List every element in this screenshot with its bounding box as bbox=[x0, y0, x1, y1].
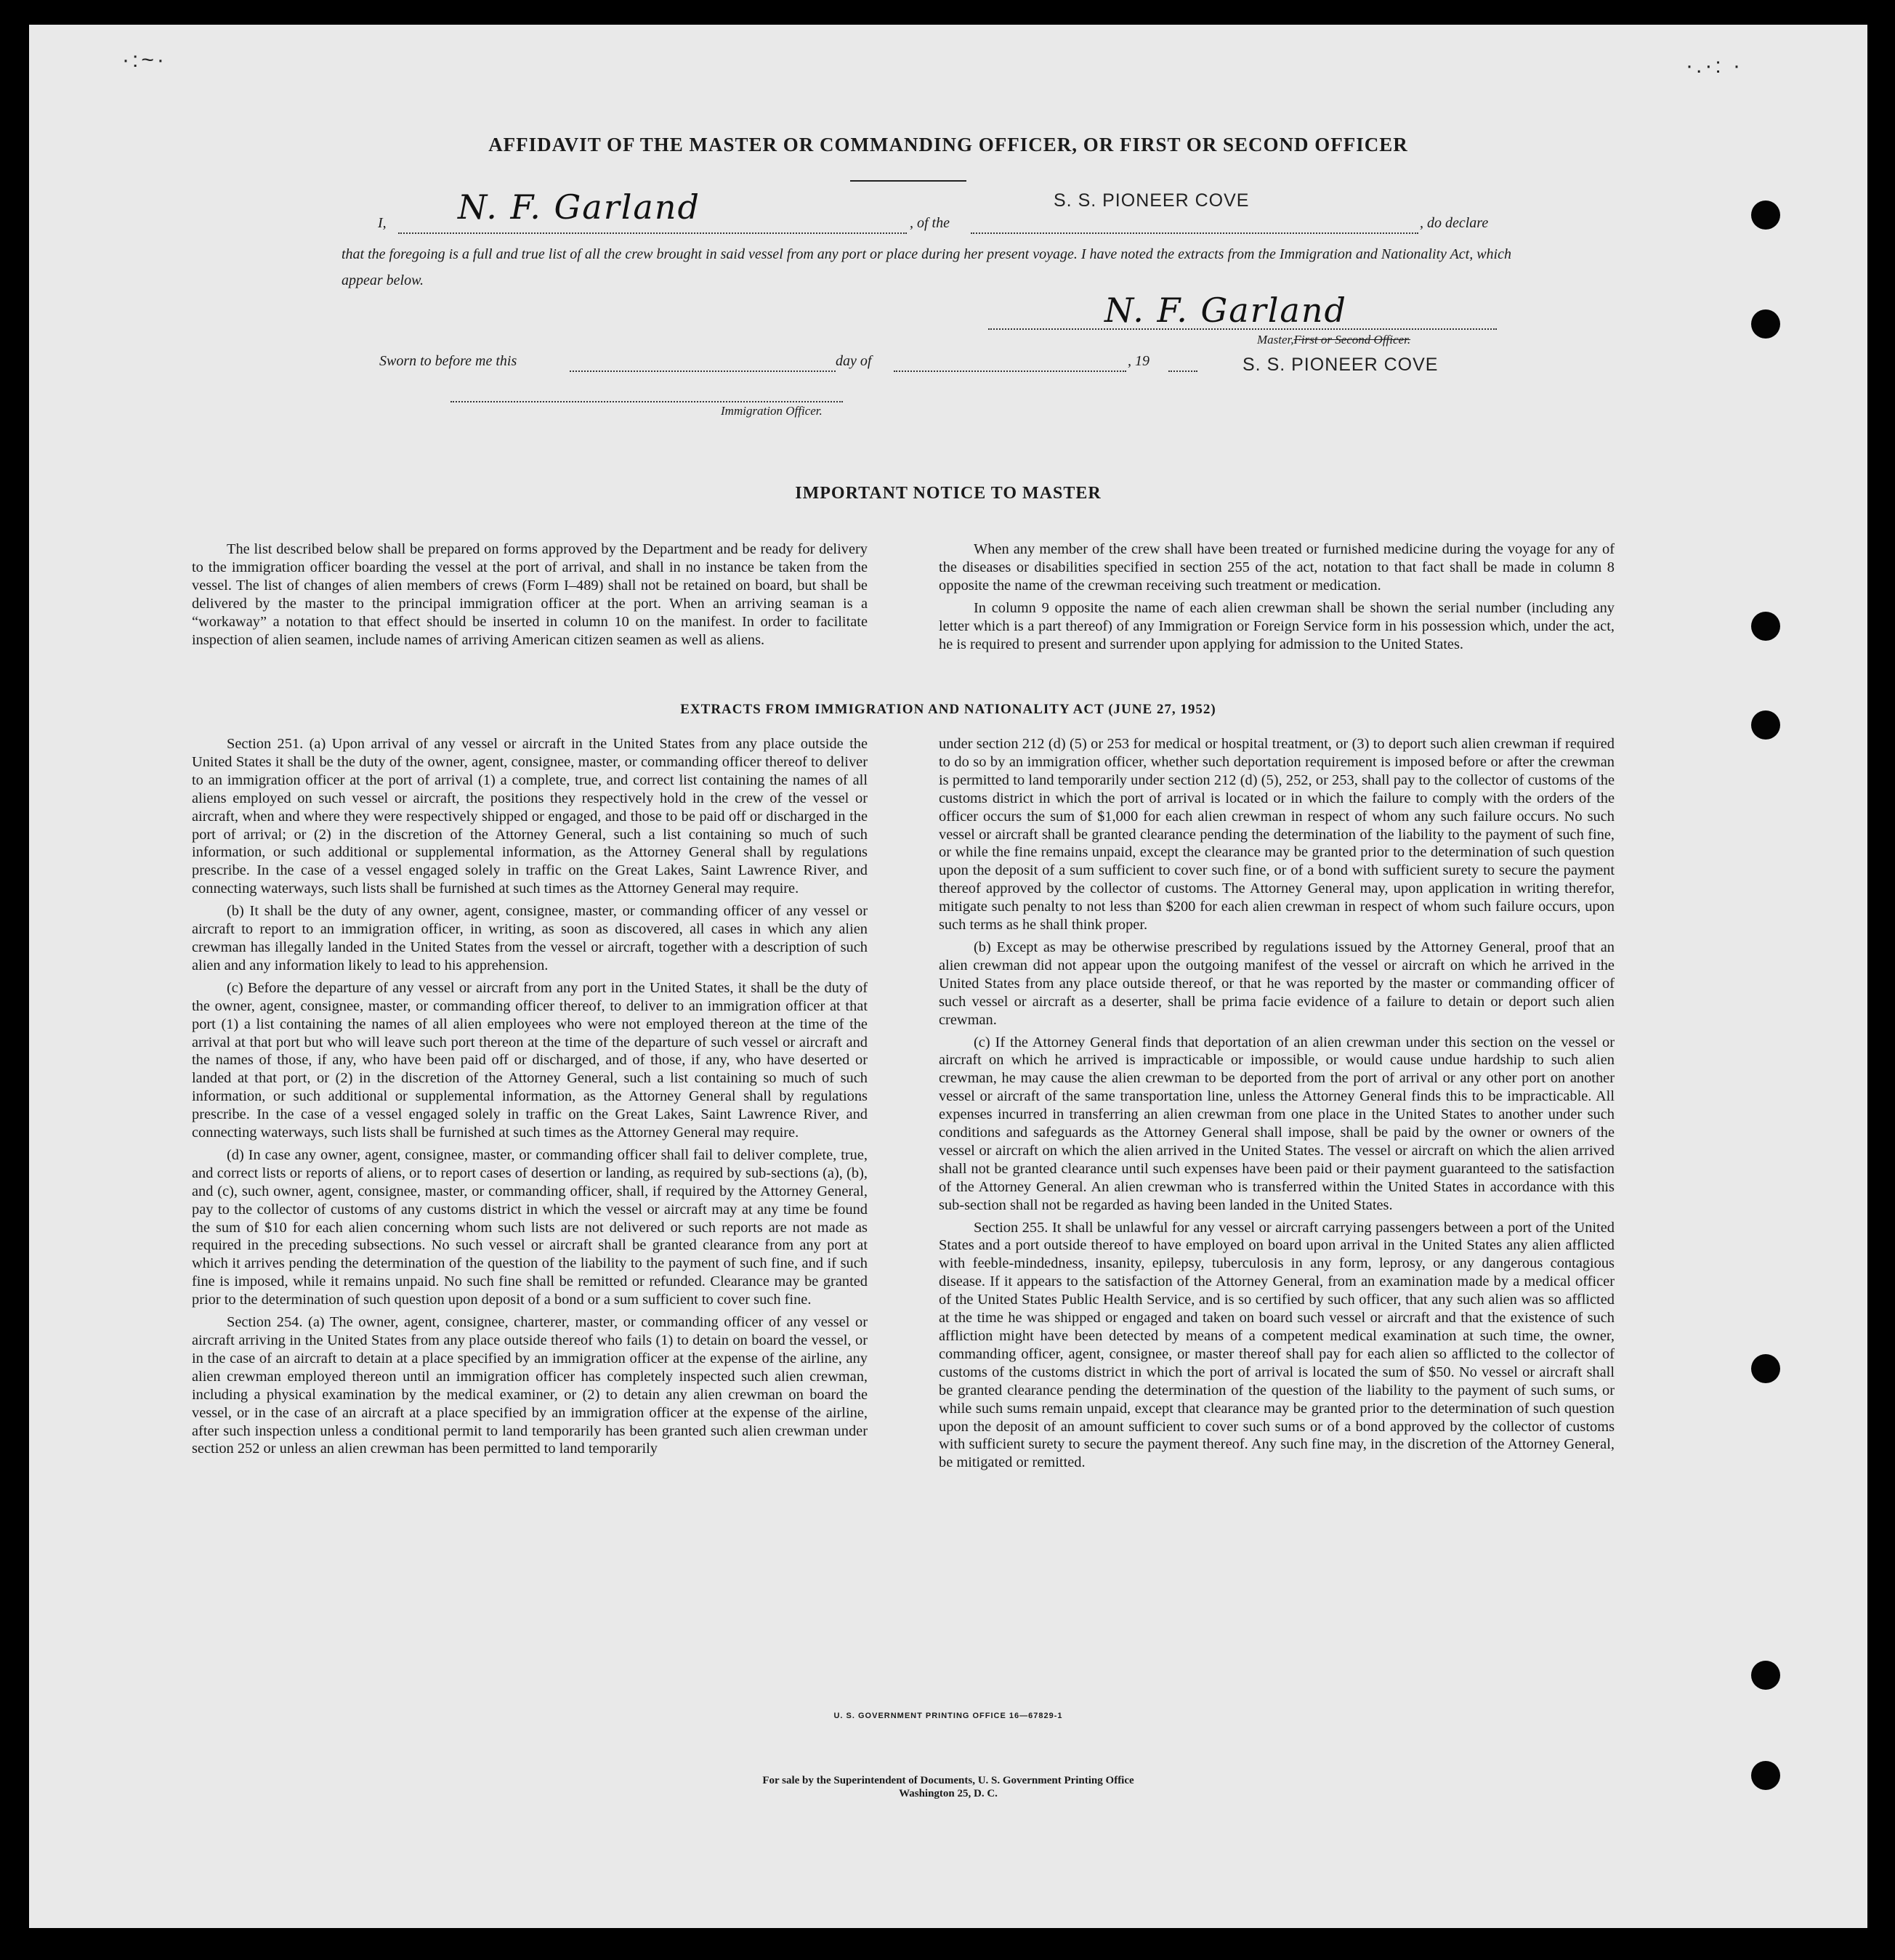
handwritten-signature: N. F. Garland bbox=[1104, 291, 1347, 330]
prefix-i: I, bbox=[378, 215, 387, 231]
year-prefix: , 19 bbox=[1128, 353, 1149, 369]
notice-right-column bbox=[939, 540, 1615, 653]
extracts-title: EXTRACTS FROM IMMIGRATION AND NATIONALITY ACT (JUNE 27, 1952) bbox=[680, 702, 1216, 717]
notice-right-text-1: When any member of the crew shall have been treated or furnished medicine during the voyage for any of the diseases or disabilities specified in section 255 of the act, notation to that fact shall be made in column 8 opposite the name of the crewman receiving such treatment or medication. bbox=[939, 541, 1615, 594]
do-declare-label: , do declare bbox=[1420, 215, 1489, 231]
section-255: Section 255. It shall be unlawful for any vessel or aircraft carrying passengers between a port of the United States and a port outside thereof to have employed on board upon arrival in the United States any alien afflicted with feeble-mindedness, insanity, epilepsy, tuberculosis in any form, leprosy, or any dangerous contagious disease. If it appears to the satisfaction of the Attorney General, from an examination made by a medical officer of the United States Public Health Service, and is so certified by such officer, that any such alien was so afflicted at the time he was shipped or engaged and taken on board such vessel or aircraft and that the existence of such affliction might have been detected by means of a competent medical examination at such time, the owner, commanding officer, agent, consignee, or master thereof shall pay for each alien so afflicted to the collector of customs of the customs district in which the port of arrival is located the sum of $50. No vessel or aircraft shall be granted clearance pending the determination of the question of the liability to the payment of such sums, or while such sums remain unpaid, except that clearance may be granted prior to the determination of such question upon the deposit of an amount sufficient to cover such sums or of a bond approved by the collector of customs with sufficient surety to secure the payment thereof. Any such fine may, in the discretion of the Attorney General, be mitigated or remitted. bbox=[939, 1219, 1615, 1471]
title-divider bbox=[850, 180, 966, 182]
section-251c: (c) Before the departure of any vessel or aircraft from any port in the United States, it shall be the duty of the owner, agent, consignee, master, or commanding officer thereof, to deliver to an immigration officer at that port (1) a list containing the names of all alien employees who were not employed thereon at the time of the arrival at that port but who will leave such port thereon at the time of the departure of such vessel or aircraft and the names of those, if any, who have been paid off or discharged, and of those, if any, who have deserted or landed at that port, or (2) in the discretion of the Attorney General, such a list containing so much of such information, or such additional or supplemental information, as the Attorney General shall by regulations prescribe. In the case of a vessel engaged solely in traffic on the Great Lakes, Saint Lawrence River, and connecting waterways, such lists shall be furnished at such times as the Attorney General may require. bbox=[192, 979, 868, 1141]
declaration-text: that the foregoing is a full and true list of all the crew brought in said vessel from any port or place during her present voyage. I have noted the extracts from the Immigration and Nationality Act, which appear below. bbox=[342, 246, 1511, 288]
section-254a-continued: under section 212 (d) (5) or 253 for medical or hospital treatment, or (3) to deport such alien crewman if required to do so by an immigration officer, whether such deportation requirement is imposed before or after the crewman is permitted to land temporarily under section 212 (d) (5), 252, or 253, shall pay to the collector of customs of the customs district in which the port of arrival is located or in which the failure to comply with the orders of the officer occurs the sum of $1,000 for each alien crewman in respect of whom any such failure occurs. No such vessel or aircraft shall be granted clearance pending the determination of the liability to the payment of such fine, or while the fine remains unpaid, except the clearance may be granted prior to the determination of such question upon the deposit of a sum sufficient to cover such fine, or of a bond with sufficient surety to secure the payment thereof approved by the collector of customs. The Attorney General may, upon application in writing therefor, mitigate such penalty to not less than $200 for each alien crewman in respect of whom such failure occurs, upon such terms as he shall think proper. bbox=[939, 736, 1615, 934]
sale-notice bbox=[29, 1774, 1867, 1800]
sale-line-2: Washington 25, D. C. bbox=[899, 1788, 998, 1799]
immigration-officer-label: Immigration Officer. bbox=[721, 404, 823, 418]
section-254c: (c) If the Attorney General finds that deportation of an alien crewman under this section on the vessel or aircraft on which he arrived is impracticable or impossible, or would cause undue hardship to such alien crewman, he may cause the alien crewman to be deported from the port of arrival or any other port on another vessel or aircraft of the same transportation line, unless the Attorney General finds this to be impracticable. All expenses incurred in transferring an alien crewman from one place in the United States to another under such conditions and safeguards as the Attorney General shall impose, shall be paid by the owner or owners of the vessel or aircraft on which the alien arrived in the United States. The vessel or aircraft on which the alien arrived shall not be granted clearance until such expenses have been paid or their payment guaranteed to the satisfaction of the Attorney General. An alien crewman who is transferred within the United States in accordance with this sub-section shall not be regarded as having been landed in the United States. bbox=[939, 1034, 1615, 1213]
extracts-right-column bbox=[939, 735, 1615, 1472]
notice-title: IMPORTANT NOTICE TO MASTER bbox=[795, 484, 1102, 503]
sworn-label: Sworn to before me this bbox=[379, 353, 517, 369]
signature-line bbox=[988, 328, 1497, 330]
master-label: Master, bbox=[1257, 333, 1294, 347]
scan-artifact-mark: ·.·: · bbox=[1686, 54, 1743, 78]
punch-hole bbox=[1751, 309, 1780, 339]
year-line bbox=[1168, 370, 1197, 372]
section-254a: Section 254. (a) The owner, agent, consignee, charterer, master, or commanding officer of any vessel or aircraft arriving in the United States from any place outside thereof who fails (1) to detain on board the vessel, or in the case of an aircraft to detain at a place specified by an immigration officer at the expense of the airline, any alien crewman employed thereon until an immigration officer has completely inspected such alien crewman, including a physical examination by the medical examiner, or (2) to detain any alien crewman on board the vessel, or in the case of an aircraft at a place specified by an immigration officer at the expense of the airline, after such inspection unless a conditional permit to land temporarily has been granted such alien crewman under section 252 or unless an alien crewman has been permitted to land temporarily bbox=[192, 1314, 868, 1457]
section-251a: Section 251. (a) Upon arrival of any vessel or aircraft in the United States from any place outside the United States it shall be the duty of the owner, agent, consignee, master, or commanding officer thereof to deliver to an immigration officer at the port of arrival (1) a complete, true, and correct list containing the names of all aliens employed on such vessel or aircraft, the positions they respectively hold in the crew of the vessel or aircraft, when and where they were respectively shipped or engaged, and those to be paid off or discharged in the port of arrival; or (2) in the discretion of the Attorney General, such a list containing so much of such information, or such additional or supplemental information, as the Attorney General shall by regulations prescribe. In the case of a vessel engaged solely in traffic on the Great Lakes, Saint Lawrence River, and connecting waterways, such lists shall be furnished at such times as the Attorney General may require. bbox=[192, 736, 868, 897]
officer-line bbox=[450, 401, 843, 402]
notice-right-text-2: In column 9 opposite the name of each alien crewman shall be shown the serial number (including any letter which is a part thereof) of any Immigration or Foreign Service form in his possession which, under the act, he is required to present and surrender upon applying for admission to the United States. bbox=[939, 599, 1615, 652]
printing-office-code: U. S. GOVERNMENT PRINTING OFFICE 16—67829-1 bbox=[833, 1712, 1063, 1720]
document-page bbox=[29, 25, 1867, 1928]
punch-hole bbox=[1751, 612, 1780, 641]
punch-hole bbox=[1751, 201, 1780, 230]
of-the-label: , of the bbox=[910, 215, 950, 231]
section-251d: (d) In case any owner, agent, consignee, master, or commanding officer shall fail to deliver complete, true, and correct lists or reports of aliens, or to report cases of desertion or landing, as required by sub-sections (a), (b), and (c), such owner, agent, consignee, master, or commanding officer, shall, if required by the Attorney General, pay to the collector of customs of any customs district in which the vessel or aircraft may at any time be found the sum of $10 for each alien concerning whom such lists are not delivered or such reports are not made as required in the preceding subsections. No such vessel or aircraft shall be granted clearance from any port at which it arrives pending the determination of the question of the liability to the payment of such fine, and if such fine is imposed, while it remains unpaid. No such fine shall be remitted or refunded. Clearance may be granted prior to the determination of such question upon deposit of a bond or a sum sufficient to cover such fine. bbox=[192, 1146, 868, 1308]
day-of-label: day of bbox=[836, 353, 872, 369]
sworn-day-line bbox=[570, 370, 836, 372]
handwritten-name: N. F. Garland bbox=[458, 187, 700, 227]
extracts-left-column bbox=[192, 735, 868, 1458]
vessel-line bbox=[971, 232, 1418, 234]
section-251b: (b) It shall be the duty of any owner, agent, consignee, master, or commanding officer of any vessel or aircraft to report to an immigration officer, in writing, as soon as discovered, all cases in which any alien crewman has illegally landed in the United States from the vessel or aircraft, together with a description of such alien and any information likely to lead to his apprehension. bbox=[192, 903, 868, 973]
scan-artifact-mark: ·:~· bbox=[122, 48, 167, 72]
signature-caption bbox=[1257, 333, 1410, 347]
struck-officer-label: First or Second Officer. bbox=[1293, 333, 1411, 347]
name-line bbox=[398, 232, 907, 234]
notice-left-text: The list described below shall be prepared on forms approved by the Department and be ready for delivery to the immigration officer boarding the vessel at the port of arrival, and shall in no instance be taken from the vessel. The list of changes of alien members of crews (Form I–489) shall not be retained on board, but shall be delivered by the master to the principal immigration officer at the port. When an arriving seaman is a “workaway” a notation to that effect should be inserted in column 10 on the manifest. In order to facilitate inspection of alien seamen, include names of arriving American citizen seamen as well as aliens. bbox=[192, 541, 868, 648]
punch-hole bbox=[1751, 1354, 1780, 1383]
vessel-stamp-2: S. S. PIONEER COVE bbox=[1243, 355, 1439, 375]
punch-hole bbox=[1751, 1661, 1780, 1690]
month-line bbox=[894, 370, 1126, 372]
vessel-stamp: S. S. PIONEER COVE bbox=[1054, 190, 1250, 211]
affidavit-title: AFFIDAVIT OF THE MASTER OR COMMANDING OFFICER, OR FIRST OR SECOND OFFICER bbox=[488, 134, 1408, 155]
sale-line-1: For sale by the Superintendent of Documents, U. S. Government Printing Office bbox=[762, 1775, 1134, 1786]
notice-left-column bbox=[192, 540, 868, 649]
section-254b: (b) Except as may be otherwise prescribed by regulations issued by the Attorney General, proof that an alien crewman did not appear upon the outgoing manifest of the vessel or aircraft on which he arrived in the United States from any place outside thereof, or that he was reported by the master or commanding officer of such vessel or aircraft as a deserter, shall be prima facie evidence of a failure to detain or deport such alien crewman. bbox=[939, 939, 1615, 1028]
